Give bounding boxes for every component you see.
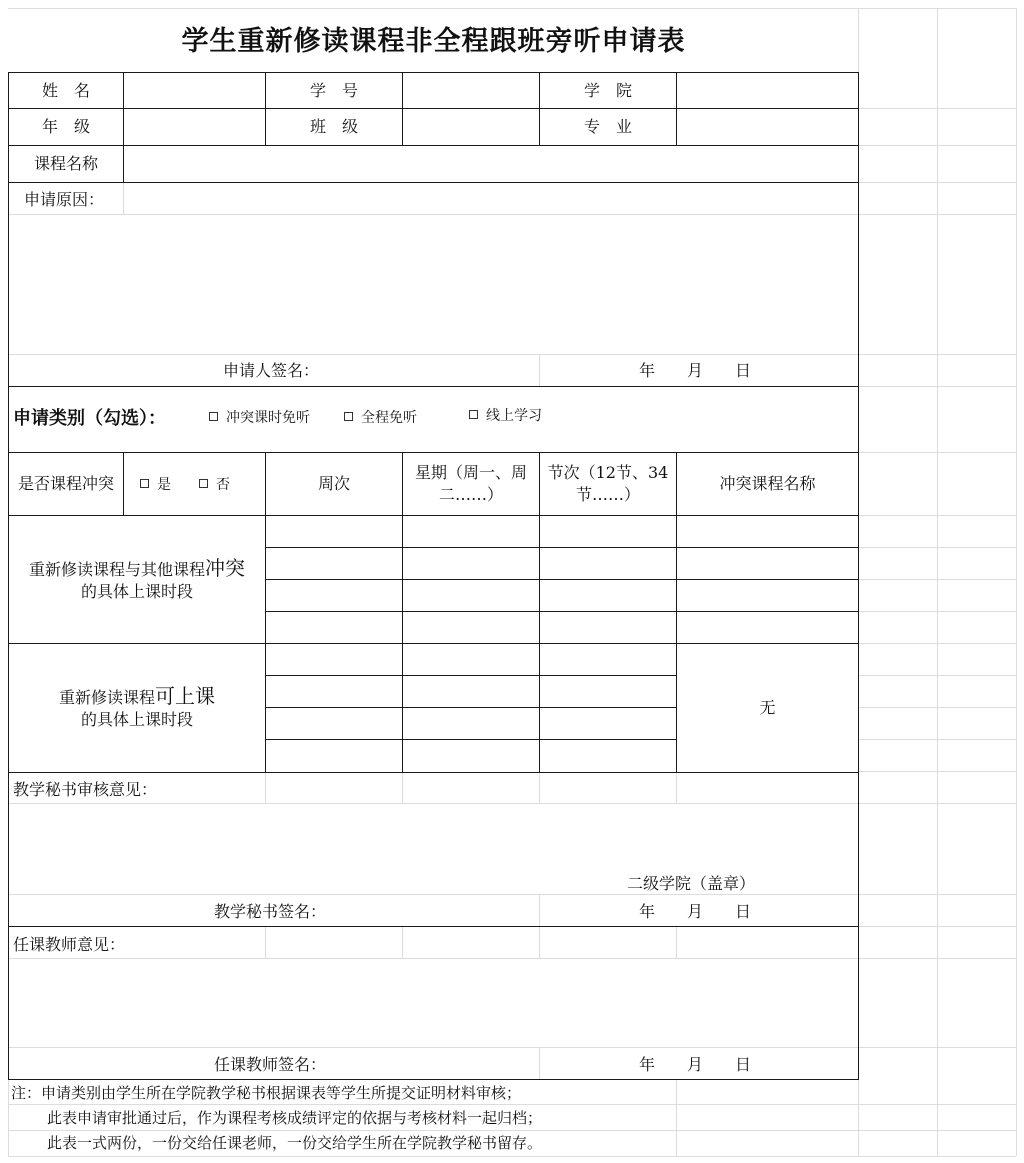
secretary-opinion-label: 教学秘书审核意见： bbox=[13, 780, 158, 799]
period-header bbox=[540, 453, 676, 515]
applicant-date: 年 月 日 bbox=[639, 361, 752, 380]
note-line-1: 注：申请类别由学生所在学院教学秘书根据课表等学生所提交证明材料审核； bbox=[11, 1084, 522, 1102]
conflict-course-header: 冲突课程名称 bbox=[719, 474, 816, 493]
name-field[interactable] bbox=[124, 73, 265, 108]
text-normal: 重新修读课程与其他课程 bbox=[28, 559, 205, 579]
text-emphasis: 可上课 bbox=[155, 684, 215, 708]
option-label: 冲突课时免听 bbox=[226, 410, 310, 426]
major-field[interactable] bbox=[677, 109, 858, 145]
category-option-full-exempt[interactable] bbox=[344, 408, 417, 428]
option-label: 线上学习 bbox=[486, 408, 542, 424]
college-label: 学 院 bbox=[583, 80, 632, 100]
name-label: 姓 名 bbox=[41, 80, 90, 100]
course-name-field[interactable] bbox=[124, 146, 858, 182]
teacher-date: 年 月 日 bbox=[639, 1055, 752, 1074]
class-field[interactable] bbox=[403, 109, 539, 145]
major-label: 专 业 bbox=[583, 117, 632, 136]
available-course-value: 无 bbox=[759, 698, 776, 717]
secretary-sign-label: 教学秘书签名： bbox=[214, 902, 327, 921]
college-field[interactable] bbox=[677, 73, 858, 108]
conflict-no-option[interactable] bbox=[199, 475, 230, 495]
checkbox-icon bbox=[199, 479, 208, 488]
note-line-3: 此表一式两份，一份交给任课老师，一份交给学生所在学院教学秘书留存。 bbox=[47, 1134, 543, 1152]
reason-label: 申请原因： bbox=[24, 190, 105, 209]
conflict-section-label bbox=[9, 516, 265, 643]
period-header-line1: 节次（12节、34 bbox=[547, 463, 669, 482]
option-label: 全程免听 bbox=[361, 410, 417, 426]
note-line-2: 此表申请审批通过后，作为课程考核成绩评定的依据与考核材料一起归档； bbox=[47, 1109, 543, 1127]
teacher-opinion-label: 任课教师意见： bbox=[13, 935, 126, 954]
checkbox-icon bbox=[344, 412, 353, 421]
college-stamp-label: 二级学院（盖章） bbox=[627, 874, 756, 893]
option-label: 是 bbox=[157, 477, 171, 493]
course-name-label: 课程名称 bbox=[33, 154, 98, 173]
checkbox-icon bbox=[469, 410, 478, 419]
student-id-field[interactable] bbox=[403, 73, 539, 108]
form-title: 学生重新修读课程非全程跟班旁听申请表 bbox=[181, 26, 686, 57]
option-label: 否 bbox=[216, 477, 230, 493]
available-section-line2: 的具体上课时段 bbox=[80, 710, 193, 729]
reason-field[interactable] bbox=[9, 215, 858, 354]
checkbox-icon bbox=[140, 479, 149, 488]
text-emphasis: 冲突 bbox=[205, 555, 245, 580]
weekday-header bbox=[403, 453, 539, 515]
applicant-sign-label: 申请人签名： bbox=[223, 361, 320, 380]
text-normal: 重新修读课程 bbox=[58, 688, 155, 707]
week-header: 周次 bbox=[317, 474, 350, 493]
checkbox-icon bbox=[209, 412, 218, 421]
available-section-label bbox=[9, 644, 265, 772]
teacher-opinion-field[interactable] bbox=[9, 959, 858, 1047]
conflict-yes-option[interactable] bbox=[140, 475, 171, 495]
grade-field[interactable] bbox=[124, 109, 265, 145]
conflict-question-label: 是否课程冲突 bbox=[17, 474, 114, 493]
period-header-line2: 节……） bbox=[575, 485, 640, 504]
weekday-header-line1: 星期（周一、周 bbox=[414, 463, 527, 482]
secretary-date: 年 月 日 bbox=[639, 902, 752, 921]
conflict-section-line1 bbox=[29, 557, 245, 581]
category-option-online[interactable] bbox=[469, 406, 542, 426]
available-section-line1 bbox=[59, 685, 215, 709]
weekday-header-line2: 二……） bbox=[438, 485, 503, 504]
grade-label: 年 级 bbox=[41, 117, 90, 136]
teacher-sign-label: 任课教师签名： bbox=[214, 1055, 327, 1074]
student-id-label: 学 号 bbox=[309, 80, 358, 100]
category-option-conflict[interactable] bbox=[209, 408, 310, 428]
class-label: 班 级 bbox=[309, 117, 358, 136]
category-label: 申请类别（勾选）： bbox=[13, 408, 166, 429]
conflict-section-line2: 的具体上课时段 bbox=[80, 581, 193, 601]
